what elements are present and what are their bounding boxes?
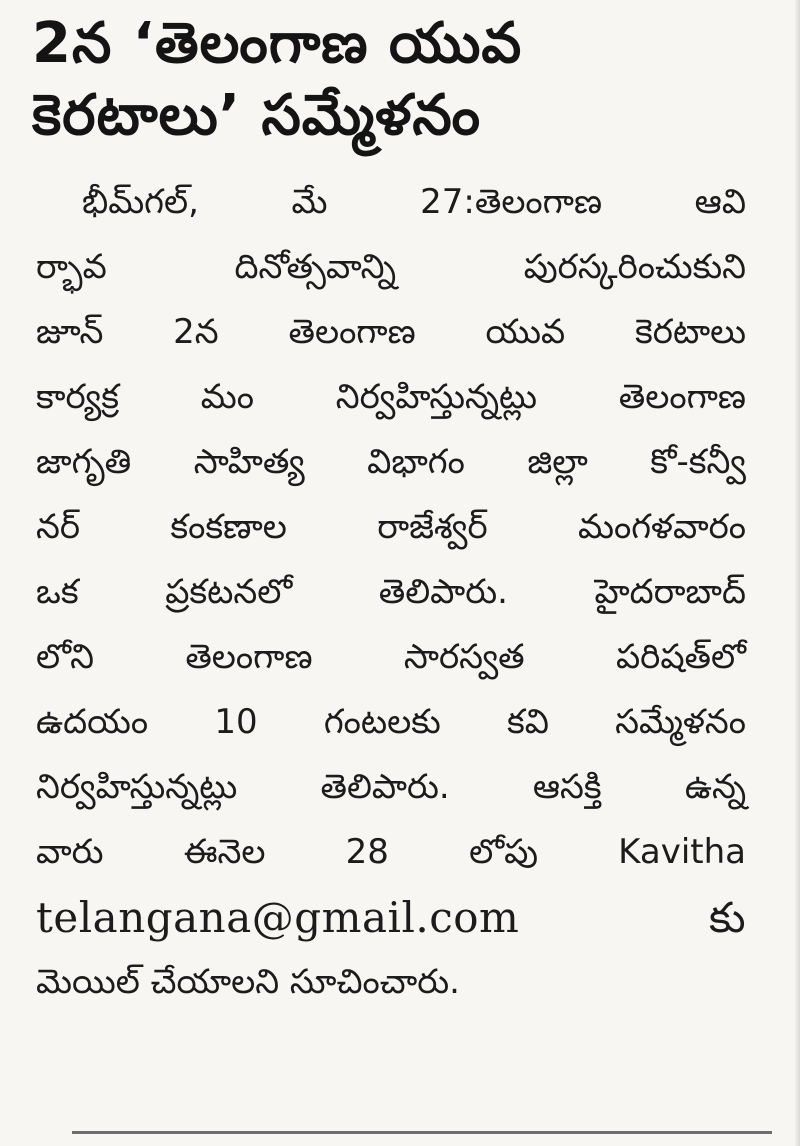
body-line-7: ఒక ప్రకటనలో తెలిపారు. హైదరాబాద్ [36, 572, 746, 612]
body-line-8: లోని తెలంగాణ సారస్వత పరిషత్‌లో [36, 637, 746, 677]
article-headline [32, 8, 772, 152]
headline-line-2: కెరటాలు’ సమ్మేళనం [32, 83, 482, 148]
page-edge-shadow [794, 0, 800, 1146]
bottom-divider [72, 1131, 772, 1134]
body-line-6: నర్ కంకణాల రాజేశ్వర్ మంగళవారం [36, 507, 746, 547]
body-line-email: telangana@gmail.com కు [36, 893, 746, 942]
headline-line-1: 2న ‘తెలంగాణ యువ [32, 11, 523, 76]
article-body [36, 170, 746, 1015]
body-line-9: ఉదయం 10 గంటలకు కవి సమ్మేళనం [36, 702, 746, 742]
body-line-13: మెయిల్ చేయాలని సూచించారు. [36, 962, 460, 1002]
body-line-4: కార్యక్ర మం నిర్వహిస్తున్నట్లు తెలంగాణ [36, 377, 746, 417]
body-line-3: జూన్ 2న తెలంగాణ యువ కెరటాలు [36, 312, 746, 352]
body-line-10: నిర్వహిస్తున్నట్లు తెలిపారు. ఆసక్తి ఉన్న [36, 767, 746, 807]
body-line-2: ర్భావ దినోత్సవాన్ని పురస్కరించుకుని [36, 247, 746, 287]
body-line-5: జాగృతి సాహిత్య విభాగం జిల్లా కో-కన్వీ [36, 442, 746, 482]
body-line-1: భీమ్‌గల్, మే 27:తెలంగాణ ఆవి [82, 182, 746, 222]
body-line-11: వారు ఈనెల 28 లోపు Kavitha [36, 832, 746, 872]
cropped-text-fragment [38, 0, 118, 8]
